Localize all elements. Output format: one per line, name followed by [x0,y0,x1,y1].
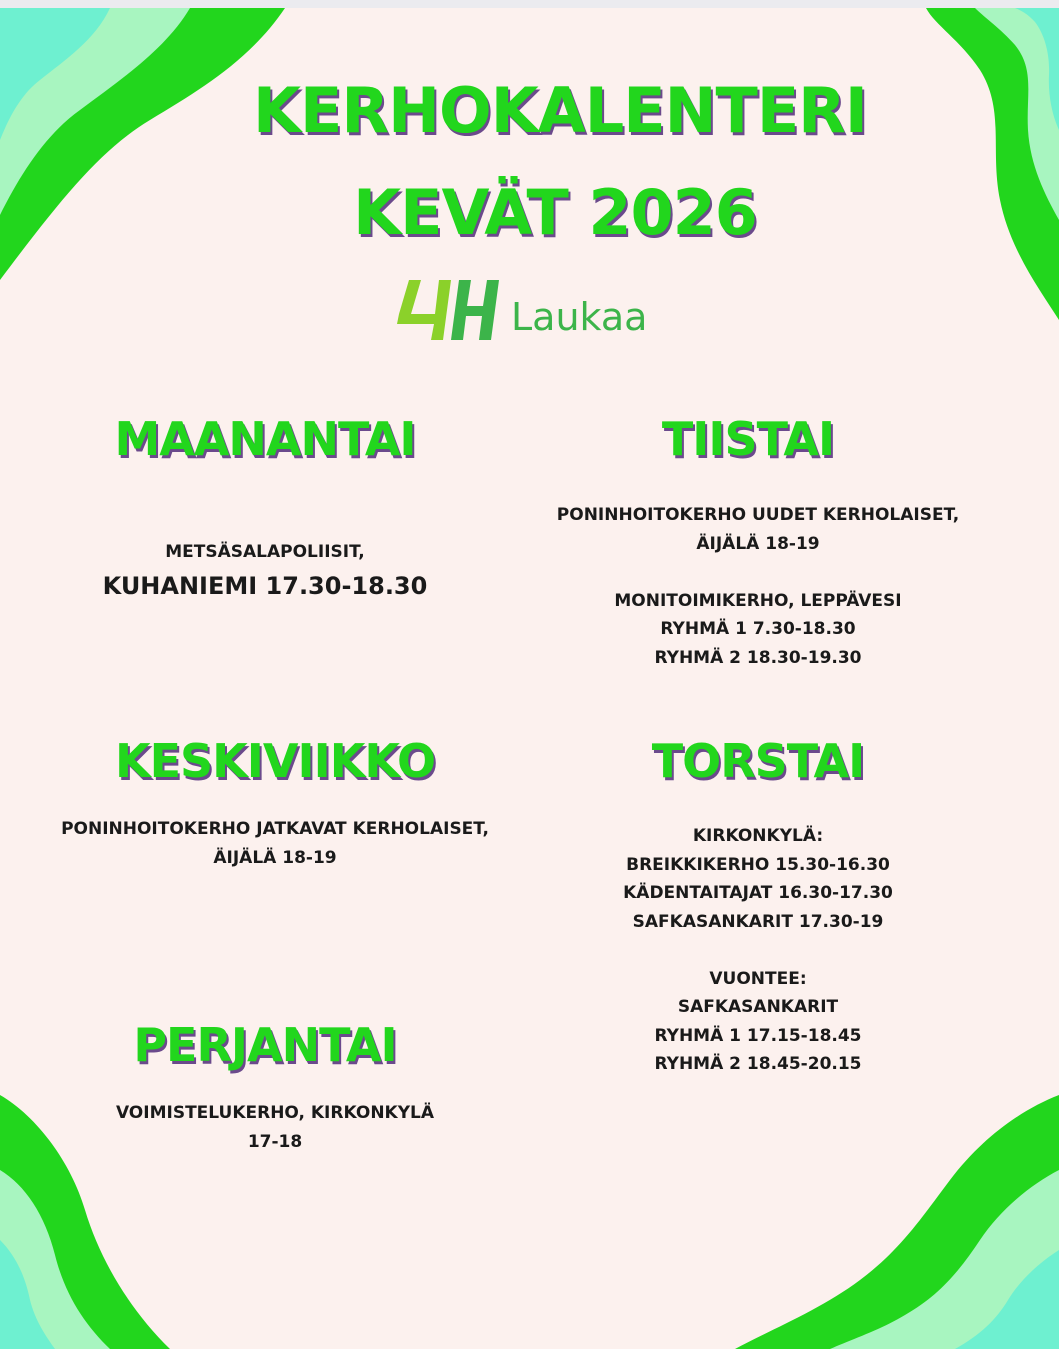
thursday-line: RYHMÄ 2 18.45-20.15 [654,1054,862,1074]
wednesday-schedule [10,815,540,872]
thursday-line: KIRKONKYLÄ: [692,826,824,846]
tuesday-schedule [508,501,1008,672]
friday-line: 17-18 [247,1131,303,1152]
bottom-right-wave-icon [735,1095,1059,1349]
monday-line: METSÄSALAPOLIISIT, [165,542,365,562]
monday-schedule [60,538,470,605]
thursday-line: SAFKASANKARIT 17.30-19 [632,911,884,932]
thursday-line: VUONTEE: [709,968,807,989]
friday-schedule [30,1099,520,1156]
day-heading-wednesday: KESKIVIIKKO [114,734,436,788]
tuesday-line: ÄIJÄLÄ 18-19 [696,533,820,554]
tuesday-line: RYHMÄ 2 18.30-19.30 [654,647,862,668]
day-heading-friday: PERJANTAI [133,1018,397,1072]
friday-line: VOIMISTELUKERHO, KIRKONKYLÄ [115,1103,435,1123]
thursday-line: RYHMÄ 1 17.15-18.45 [654,1025,862,1046]
wednesday-line: ÄIJÄLÄ 18-19 [213,847,337,868]
thursday-schedule [558,822,958,1079]
logo-text: Laukaa [511,295,648,339]
top-right-wave-icon [926,8,1059,320]
poster-title: KERHOKALENTERI [253,74,867,147]
thursday-line: KÄDENTAITAJAT 16.30-17.30 [623,883,893,903]
4h-logo-icon [393,276,503,346]
tuesday-line: MONITOIMIKERHO, LEPPÄVESI [614,590,902,611]
day-heading-tuesday: TIISTAI [661,412,835,466]
day-heading-monday: MAANANTAI [114,412,416,466]
tuesday-line: PONINHOITOKERHO UUDET KERHOLAISET, [556,505,960,525]
thursday-line: BREIKKIKERHO 15.30-16.30 [626,854,890,875]
4h-laukaa-logo [393,276,693,346]
thursday-line: SAFKASANKARIT [677,997,839,1017]
poster-subtitle: KEVÄT 2026 [353,176,757,249]
wednesday-line: PONINHOITOKERHO JATKAVAT KERHOLAISET, [61,819,489,839]
tuesday-line: RYHMÄ 1 7.30-18.30 [660,619,856,639]
day-heading-thursday: TORSTAI [651,734,865,788]
monday-line: KUHANIEMI 17.30-18.30 [102,571,428,600]
